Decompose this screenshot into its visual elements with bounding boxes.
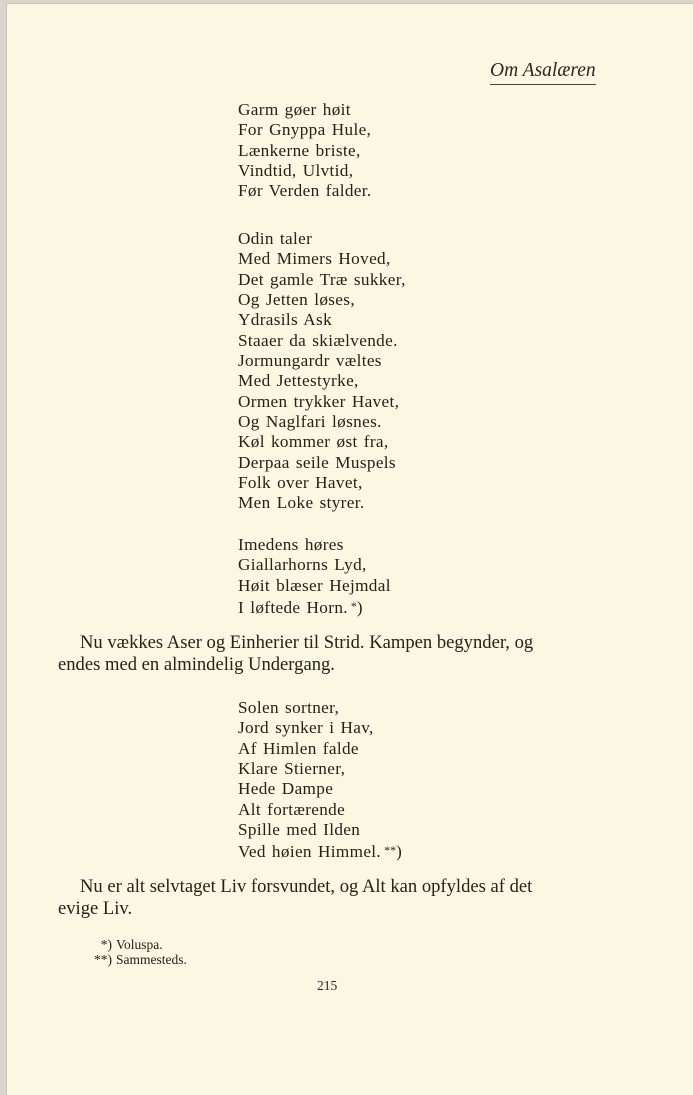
verse-line: Folk over Havet,: [238, 473, 363, 493]
verse-stanza-3: [238, 535, 391, 618]
verse-line: Klare Stierner,: [238, 759, 346, 779]
verse-line: Af Himlen falde: [238, 738, 359, 758]
verse-line: Og Jetten løses,: [238, 290, 355, 310]
verse-line: Vindtid, Ulvtid,: [238, 161, 354, 181]
verse-line: Derpaa seile Muspels: [238, 452, 396, 472]
footnote-text: Voluspa.: [116, 937, 163, 952]
verse-line: Høit blæser Hejmdal: [238, 575, 391, 595]
book-page: [6, 3, 693, 1095]
verse-line: Jormungardr væltes: [238, 351, 382, 371]
footnote-item: [80, 952, 187, 967]
verse-line: Hede Dampe: [238, 779, 334, 799]
footnote-text: Sammesteds.: [116, 952, 187, 968]
verse-line: Giallarhorns Lyd,: [238, 555, 367, 575]
prose-line: endes med en almindelig Undergang.: [58, 654, 335, 675]
prose-line: evige Liv.: [58, 898, 133, 919]
verse-line: Med Mimers Hoved,: [238, 249, 391, 269]
verse-line-text: Ved høien Himmel.: [238, 842, 382, 862]
verse-line: Det gamle Træ sukker,: [238, 269, 406, 289]
verse-stanza-4: [238, 698, 402, 863]
prose-line: Nu er alt selvtaget Liv forsvundet, og Alt kan opfyldes af det: [80, 876, 533, 897]
verse-line: Men Loke styrer.: [238, 493, 365, 513]
verse-line: Odin taler: [238, 229, 313, 248]
verse-stanza-2: [238, 229, 406, 514]
footnote-mark: *): [100, 937, 112, 952]
verse-line: Solen sortner,: [238, 698, 340, 717]
verse-line: Med Jettestyrke,: [238, 371, 359, 391]
verse-line: Alt fortærende: [238, 799, 346, 819]
verse-line: Lænkerne briste,: [238, 140, 361, 160]
verse-line: For Gnyppa Hule,: [238, 120, 372, 140]
verse-stanza-1: [238, 100, 372, 202]
footnotes: [80, 937, 187, 967]
prose-paragraph-1: [58, 632, 598, 676]
page-number: 215: [317, 978, 338, 993]
verse-line: Spille med Ilden: [238, 820, 361, 840]
running-head: Om Asalæren: [490, 60, 596, 85]
verse-line: Køl kommer øst fra,: [238, 432, 389, 452]
verse-line: Imedens høres: [238, 535, 344, 554]
verse-line: Jord synker i Hav,: [238, 718, 374, 738]
verse-line: [238, 840, 402, 862]
verse-line: Staaer da skiælvende.: [238, 330, 398, 350]
footnote-reference[interactable]: *): [350, 598, 363, 618]
verse-line: Garm gøer høit: [238, 100, 351, 119]
verse-line: Før Verden falder.: [238, 181, 372, 201]
verse-line-text: I løftede Horn.: [238, 598, 348, 618]
prose-line: Nu vækkes Aser og Einherier til Strid. Kampen begynder, og: [80, 632, 534, 653]
verse-line: Ydrasils Ask: [238, 310, 333, 330]
prose-paragraph-2: [58, 876, 598, 920]
footnote-reference[interactable]: **): [384, 842, 402, 862]
footnote-item: [80, 937, 187, 952]
footnote-mark: **): [94, 952, 112, 968]
verse-line: Ormen trykker Havet,: [238, 391, 400, 411]
verse-line: Og Naglfari løsnes.: [238, 412, 382, 432]
verse-line: [238, 596, 391, 618]
